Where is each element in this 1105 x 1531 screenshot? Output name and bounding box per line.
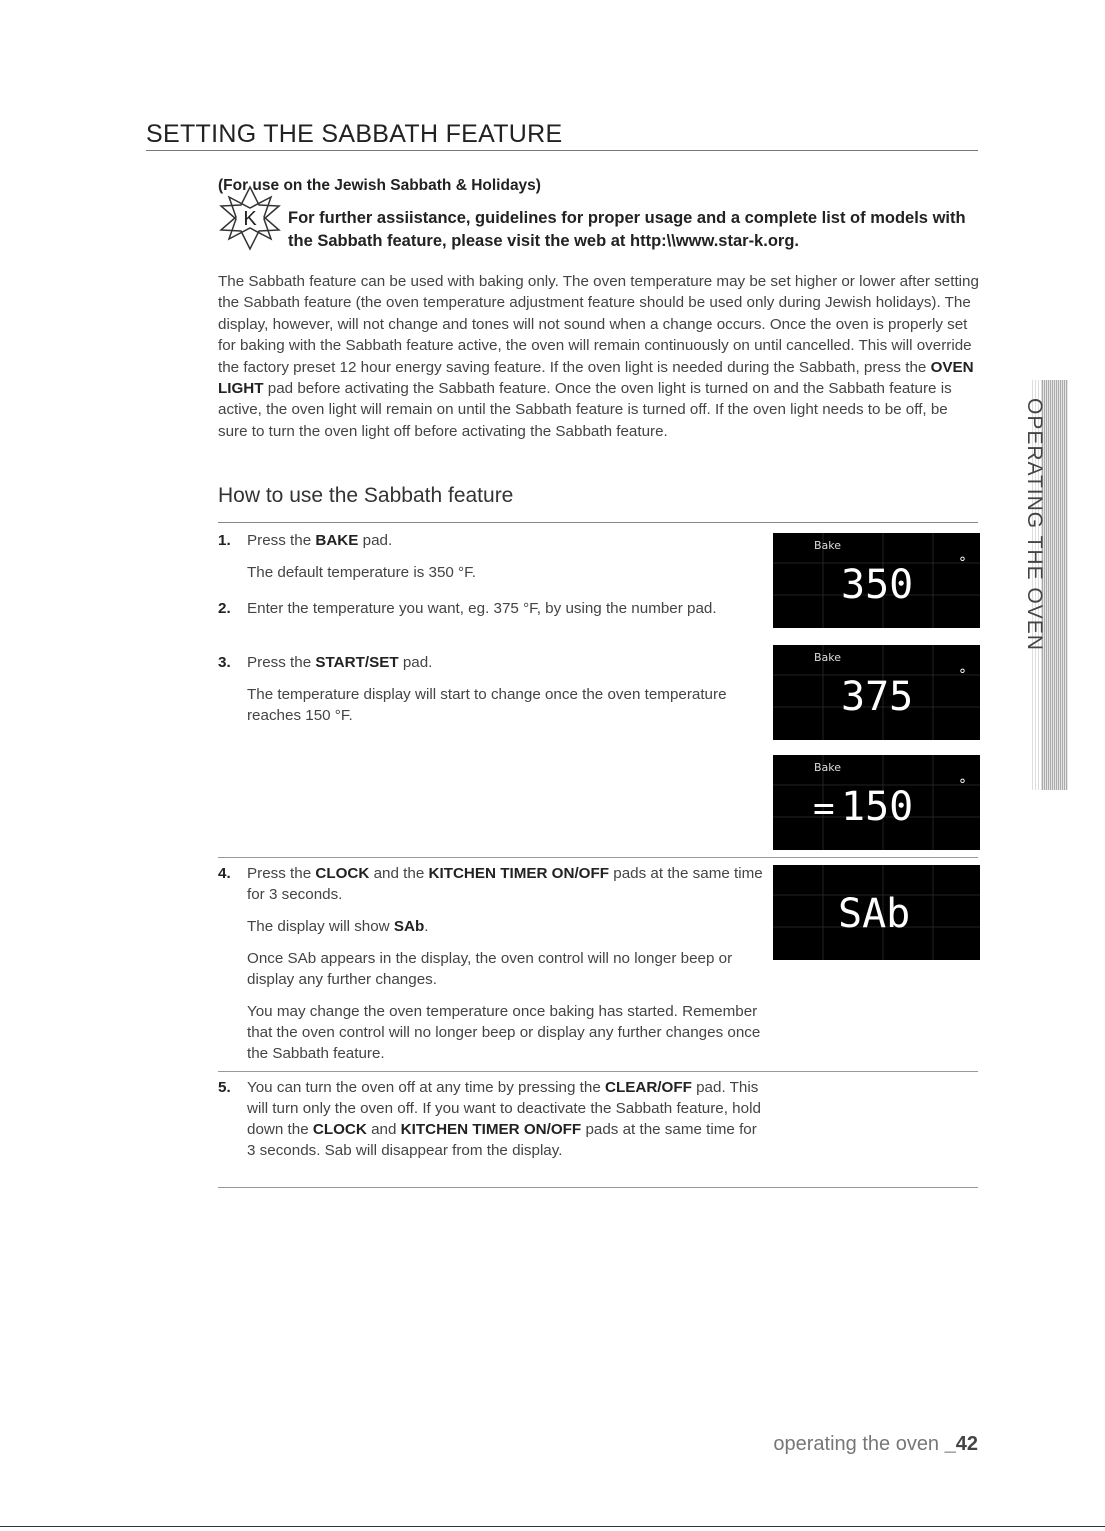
display-digits: 375 (841, 674, 914, 720)
step-number: 3. (218, 654, 231, 671)
display-prefix: = (813, 788, 835, 829)
display-label: Bake (814, 761, 842, 774)
divider (218, 1187, 978, 1188)
intro-paragraph: The Sabbath feature can be used with baking only. The oven temperature may be set higher or lower after setting the Sabbath feature (the oven temperature adjustment feature should be used only during Jewish holidays). The display, however, will not change and tones will not sound when a change occurs. Once the oven is properly set for baking with the Sabbath feature active, the oven will remain continuously on until cancelled. This will override the factory preset 12 hour energy saving feature. If the oven light is needed during the Sabbath, press the OVEN LIGHT pad before activating the Sabbath feature. Once the oven light is turned on and the Sabbath feature is active, the oven light will remain on until the Sabbath feature is turned off. If the oven light needs to be off, be sure to turn the oven light off before activating the Sabbath feature. (218, 273, 979, 440)
subtitle: (For use on the Jewish Sabbath & Holidays) (218, 177, 541, 194)
step-2: 2. Enter the temperature you want, eg. 375 °F, by using the number pad. (218, 600, 717, 617)
degree-mark: ° (959, 777, 966, 793)
display-digits: SAb (838, 891, 911, 937)
step-number: 5. (218, 1079, 231, 1096)
star-k-icon (217, 185, 283, 251)
display-375 (773, 645, 980, 740)
divider (218, 857, 978, 858)
bottom-rule (0, 1526, 1105, 1527)
start-set-pad-label: START/SET (315, 654, 399, 671)
star-k-letter: K (243, 208, 257, 230)
display-label: Bake (814, 651, 842, 664)
display-150 (773, 755, 980, 850)
display-digits: 150 (841, 784, 914, 830)
section-rule (218, 522, 978, 523)
step-3: 3. Press the START/SET pad. The temperature display will start to change once the oven temperature reaches 150 °F. (218, 652, 763, 737)
page-title: SETTING THE SABBATH FEATURE (146, 120, 563, 148)
step-number: 4. (218, 865, 231, 882)
display-350 (773, 533, 980, 628)
section-title: How to use the Sabbath feature (218, 484, 514, 507)
title-rule (146, 150, 978, 151)
step-4: 4. Press the CLOCK and the KITCHEN TIMER ON/OFF pads at the same time for 3 seconds. The display will show SAb. Once SAb appears in the display, the oven control will no longer beep or display any further changes. You may change the oven temperature once baking has started. Remember that the oven control will no longer beep or display any further changes once the Sabbath feature. (218, 865, 763, 1062)
notice-text: For further assiistance, guidelines for proper usage and a complete list of models with the Sabbath feature, please visit the web at http:\\www.star-k.org. (288, 209, 966, 250)
oven-light-label: OVEN LIGHT (218, 358, 974, 398)
side-tab-label: OPERATING THE OVEN (1023, 398, 1046, 651)
degree-mark: ° (959, 667, 966, 683)
step-note: The temperature display will start to change once the oven temperature reaches 150 °F. (247, 686, 727, 724)
page-footer: operating the oven _42 (773, 1433, 978, 1455)
display-digits: 350 (841, 562, 914, 608)
display-sab (773, 865, 980, 960)
degree-mark: ° (959, 555, 966, 571)
page-number: _42 (944, 1433, 978, 1455)
bake-pad-label: BAKE (315, 532, 359, 549)
step-number: 2. (218, 600, 231, 617)
step-note: The default temperature is 350 °F. (247, 564, 476, 581)
display-label: Bake (814, 539, 842, 552)
step-5: 5. You can turn the oven off at any time by pressing the CLEAR/OFF pad. This will turn only the oven off. If you want to deactivate the Sabbath feature, hold down the CLOCK and KITCHEN TIMER ON/OFF pads at the same time for 3 seconds. Sab will disappear from the display. (218, 1079, 761, 1159)
divider (218, 1071, 978, 1072)
step-1: 1. Press the BAKE pad. The default temperature is 350 °F. (218, 530, 763, 594)
step-number: 1. (218, 532, 231, 549)
